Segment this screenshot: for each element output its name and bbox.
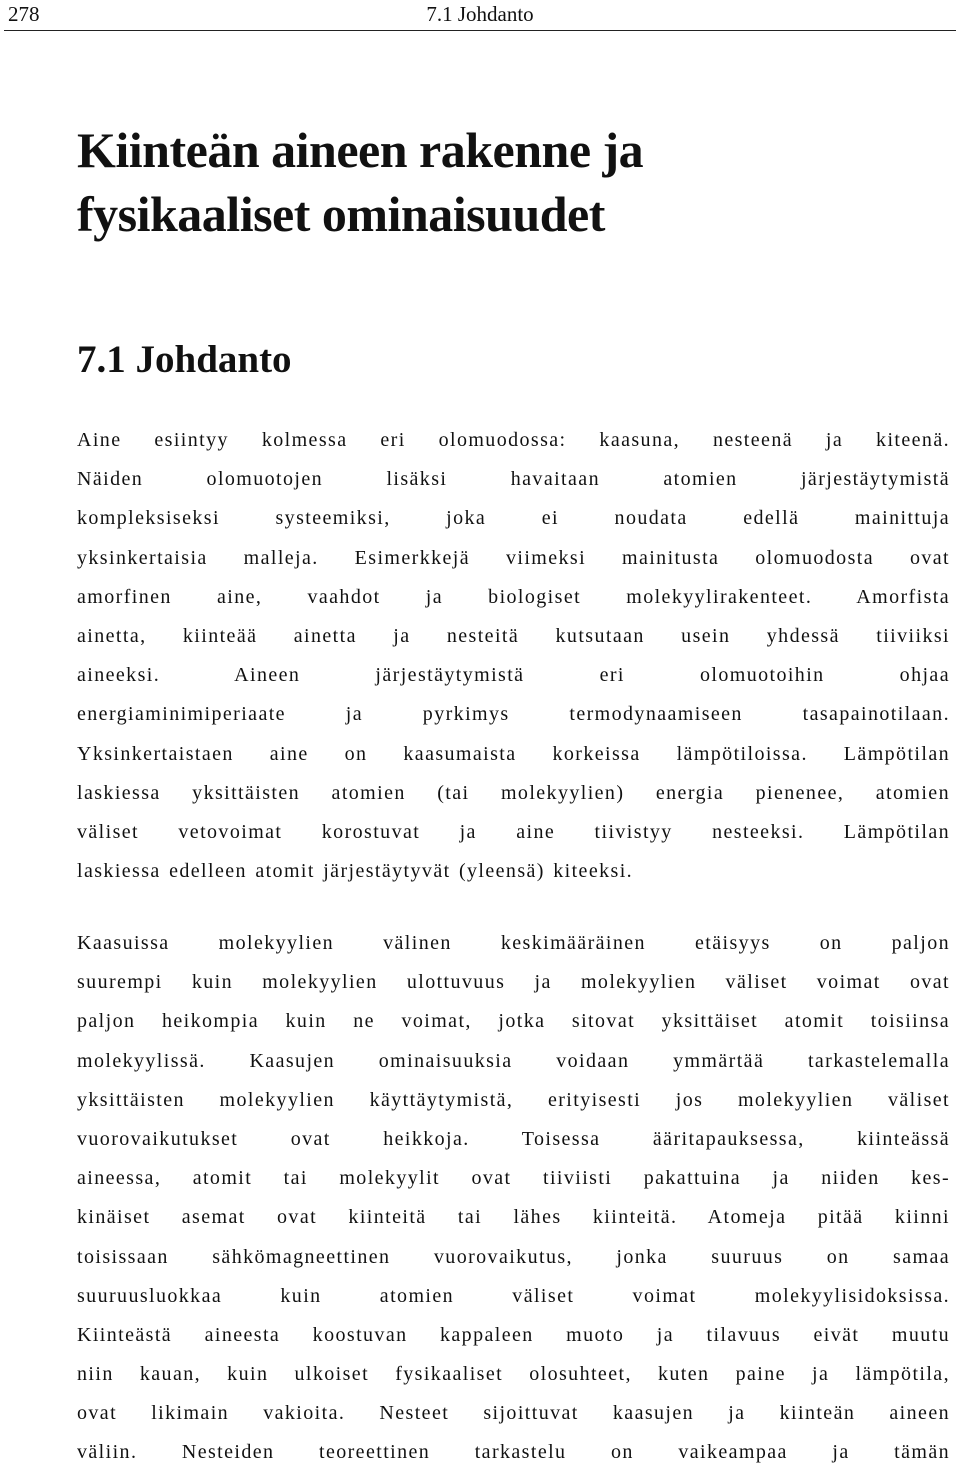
- text-line: energiaminimiperiaate ja pyrkimys termodynaamiseen tasapainotilaan.: [77, 703, 950, 726]
- text-line: vuorovaikutukset ovat heikkoja. Toisessa ääritapauksessa, kiinteässä: [77, 1127, 950, 1150]
- text-line: niin kauan, kuin ulkoiset fysikaaliset olosuhteet, kuten paine ja lämpötila,: [77, 1363, 950, 1386]
- paragraph: [77, 924, 950, 1473]
- text-line: toisissaan sähkömagneettinen vuorovaikutus, jonka suuruus on samaa: [77, 1245, 950, 1268]
- paragraph: [77, 421, 950, 891]
- text-line: Kiinteästä aineesta koostuvan kappaleen muoto ja tilavuus eivät muutu: [77, 1323, 950, 1346]
- text-line: molekyylissä. Kaasujen ominaisuuksia voidaan ymmärtää tarkastelemalla: [77, 1049, 950, 1072]
- running-title: 7.1 Johdanto: [426, 2, 534, 26]
- text-line: laskiessa edelleen atomit järjestäytyvät (yleensä) kiteeksi.: [77, 860, 634, 883]
- text-line: amorfinen aine, vaahdot ja biologiset molekyylirakenteet. Amorfista: [77, 585, 950, 608]
- text-line: Yksinkertaistaen aine on kaasumaista korkeissa lämpötiloissa. Lämpötilan: [77, 742, 950, 765]
- text-line: Kaasuissa molekyylien välinen keskimääräinen etäisyys on paljon: [77, 932, 950, 954]
- chapter-title-line: fysikaaliset ominaisuudet: [77, 186, 605, 242]
- text-line: paljon heikompia kuin ne voimat, jotka sitovat yksittäiset atomit toisiinsa: [77, 1010, 950, 1033]
- text-line: väliset vetovoimat korostuvat ja aine tiivistyy nesteeksi. Lämpötilan: [77, 820, 950, 843]
- running-header: [0, 0, 960, 30]
- chapter-title-line: Kiinteän aineen rakenne ja: [77, 122, 644, 178]
- text-line: suuruusluokkaa kuin atomien väliset voimat molekyylisidoksissa.: [77, 1284, 950, 1307]
- text-line: ovat likimain vakioita. Nesteet sijoittuvat kaasujen ja kiinteän aineen: [77, 1402, 950, 1425]
- page-number: 278: [8, 2, 40, 26]
- text-line: Aine esiintyy kolmessa eri olomuodossa: kaasuna, nesteenä ja kiteenä.: [77, 429, 950, 451]
- text-line: aineeksi. Aineen järjestäytymistä eri olomuotoihin ohjaa: [77, 664, 950, 687]
- text-line: kompleksiseksi systeemiksi, joka ei noudata edellä mainittuja: [77, 507, 950, 530]
- text-line: aineessa, atomit tai molekyylit ovat tiiviisti pakattuina ja niiden kes-: [77, 1167, 950, 1190]
- text-line: suurempi kuin molekyylien ulottuvuus ja molekyylien väliset voimat ovat: [77, 971, 950, 994]
- header-rule: [4, 30, 956, 31]
- text-line: Näiden olomuotojen lisäksi havaitaan atomien järjestäytymistä: [77, 468, 950, 491]
- text-line: kinäiset asemat ovat kiinteitä tai lähes kiinteitä. Atomeja pitää kiinni: [77, 1206, 950, 1229]
- chapter-title: [77, 118, 937, 246]
- section-title: 7.1 Johdanto: [77, 338, 292, 381]
- text-line: ainetta, kiinteää ainetta ja nesteitä kutsutaan usein yhdessä tiiviiksi: [77, 624, 950, 647]
- text-line: väliin. Nesteiden teoreettinen tarkastelu on vaikeampaa ja tämän: [77, 1441, 950, 1464]
- text-line: yksittäisten molekyylien käyttäytymistä, erityisesti jos molekyylien väliset: [77, 1088, 950, 1111]
- text-line: yksinkertaisia malleja. Esimerkkejä viimeksi mainitusta olomuodosta ovat: [77, 546, 950, 569]
- text-line: laskiessa yksittäisten atomien (tai molekyylien) energia pienenee, atomien: [77, 781, 950, 804]
